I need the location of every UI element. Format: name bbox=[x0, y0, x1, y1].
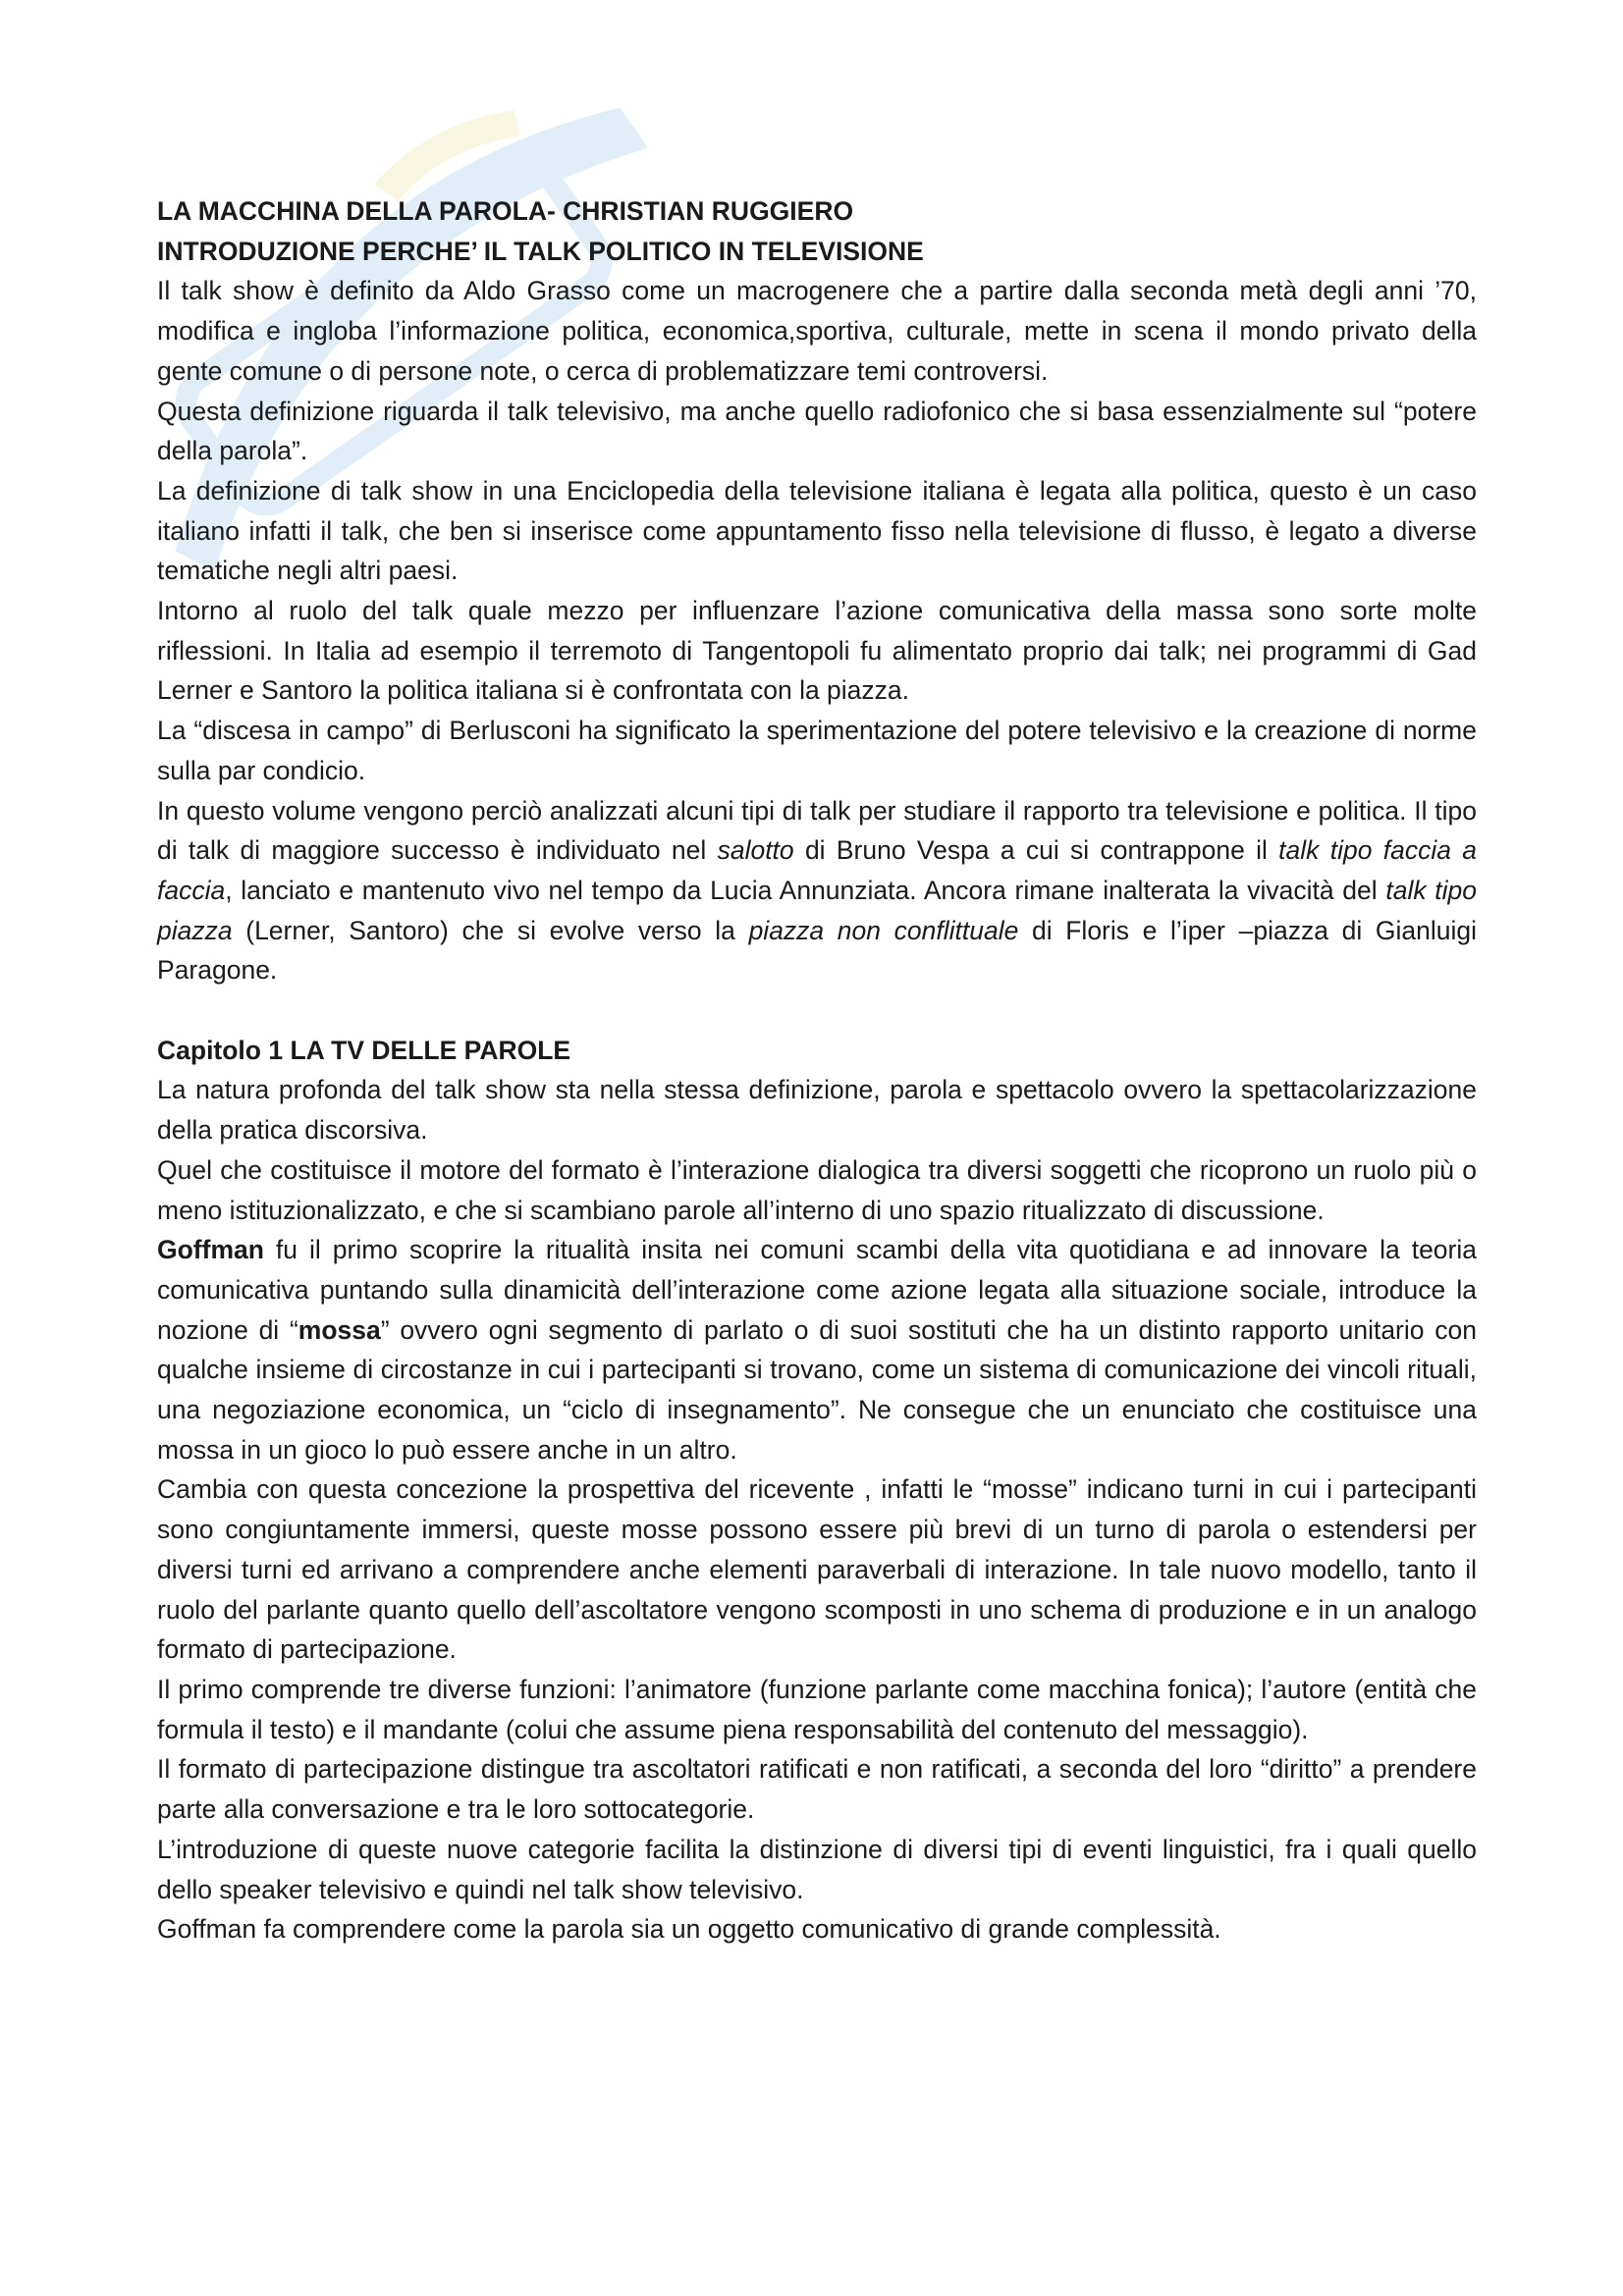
paragraph: Cambia con questa concezione la prospettiva del ricevente , infatti le “mosse” indicano turni in cui i partecipanti sono congiuntamente immersi, queste mosse possono essere più brevi di un turno di parola o estendersi per diversi turni ed arrivano a comprendere anche elementi paraverbali di interazione. In tale nuovo modello, tanto il ruolo del parlante quanto quello dell’ascoltatore vengono scomposti in uno schema di produzione e in un analogo formato di partecipazione. bbox=[157, 1474, 1477, 1665]
section-introduzione bbox=[157, 232, 1477, 990]
paragraph-goffman bbox=[157, 1230, 1477, 1469]
bold-term: mossa bbox=[298, 1314, 381, 1345]
section-spacer bbox=[157, 990, 1477, 1031]
text-run: fu il primo scoprire la ritualità insita nei comuni scambi della vita quotidiana e ad innovare la teoria comunicativa puntando sulla dinamicità dell’interazione come azione legata alla situazione sociale, introduce la nozione di “ bbox=[157, 1235, 1477, 1345]
paragraph: Goffman fa comprendere come la parola sia un oggetto comunicativo di grande complessità. bbox=[157, 1914, 1221, 1945]
text-run: , lanciato e mantenuto vivo nel tempo da Lucia Annunziata. Ancora rimane inalterata la vivacità del bbox=[225, 875, 1386, 905]
text-run: (Lerner, Santoro) che si evolve verso la bbox=[232, 915, 749, 945]
italic-term: talk tipo faccia a faccia bbox=[157, 835, 1477, 905]
paragraph: Il primo comprende tre diverse funzioni: l’animatore (funzione parlante come macchina fonica); l’autore (entità che formula il testo) e il mandante (colui che assume piena responsabilità del contenuto del messaggio). bbox=[157, 1675, 1477, 1744]
paragraph-volume bbox=[157, 791, 1477, 991]
paragraph: Il formato di partecipazione distingue tra ascoltatori ratificati e non ratificati, a seconda del loro “diritto” a prendere parte alla conversazione e tra le loro sottocategorie. bbox=[157, 1754, 1477, 1825]
document-body bbox=[157, 191, 1477, 1949]
text-run: di Bruno Vespa a cui si contrappone il bbox=[793, 835, 1279, 866]
paragraph: La natura profonda del talk show sta nella stessa definizione, parola e spettacolo ovvero la spettacolarizzazione della pratica discorsiva. bbox=[157, 1075, 1477, 1146]
section-capitolo-1 bbox=[157, 1031, 1477, 1949]
italic-term: talk tipo piazza bbox=[157, 875, 1478, 945]
paragraph: Quel che costituisce il motore del formato è l’interazione dialogica tra diversi soggetti che ricoprono un ruolo più o meno istituzionalizzato, e che si scambiano parole all’interno di uno spazio ritualizzato di discussione. bbox=[157, 1154, 1477, 1225]
text-run: ” ovvero ogni segmento di parlato o di suoi sostituti che ha un distinto rapporto unitario con qualche insieme di circostanze in cui i partecipanti si trovano, come un sistema di comunicazione dei vincoli rituali, una negoziazione economica, un “ciclo di insegnamento”. Ne consegue che un enunciato che costituisce una mossa in un gioco lo può essere anche in un altro. bbox=[157, 1314, 1477, 1465]
document-title: LA MACCHINA DELLA PAROLA- CHRISTIAN RUGGIERO bbox=[157, 196, 854, 226]
bold-term: Goffman bbox=[157, 1235, 264, 1265]
paragraph: La definizione di talk show in una Enciclopedia della televisione italiana è legata alla politica, questo è un caso italiano infatti il talk, che ben si inserisce come appuntamento fisso nella televisione di flusso, è legato a diverse tematiche negli altri paesi. bbox=[157, 475, 1477, 586]
paragraph: Questa definizione riguarda il talk televisivo, ma anche quello radiofonico che si basa essenzialmente sul “potere della parola”. bbox=[157, 396, 1477, 466]
italic-term: piazza non conflittuale bbox=[748, 915, 1019, 945]
section-heading: INTRODUZIONE PERCHE’ IL TALK POLITICO IN TELEVISIONE bbox=[157, 236, 924, 266]
paragraph: La “discesa in campo” di Berlusconi ha significato la sperimentazione del potere televisivo e la creazione di norme sulla par condicio. bbox=[157, 716, 1477, 785]
paragraph: Il talk show è definito da Aldo Grasso come un macrogenere che a partire dalla seconda metà degli anni ’70, modifica e ingloba l’informazione politica, economica,sportiva, culturale, mette in scena il mondo privato della gente comune o di persone note, o cerca di problematizzare temi controversi. bbox=[157, 276, 1477, 386]
italic-term: salotto bbox=[717, 835, 794, 866]
text-run: di Floris e l’iper –piazza di Gianluigi Paragone. bbox=[157, 915, 1477, 986]
paragraph: L’introduzione di queste nuove categorie facilita la distinzione di diversi tipi di eventi linguistici, fra i quali quello dello speaker televisivo e quindi nel talk show televisivo. bbox=[157, 1834, 1477, 1904]
section-heading: Capitolo 1 LA TV DELLE PAROLE bbox=[157, 1035, 571, 1065]
paragraph: Intorno al ruolo del talk quale mezzo per influenzare l’azione comunicativa della massa sono sorte molte riflessioni. In Italia ad esempio il terremoto di Tangentopoli fu alimentato proprio dai talk; nei programmi di Gad Lerner e Santoro la politica italiana si è confrontata con la piazza. bbox=[157, 596, 1477, 706]
text-run: In questo volume vengono perciò analizzati alcuni tipi di talk per studiare il rapporto tra televisione e politica. Il tipo di talk di maggiore successo è individuato nel bbox=[157, 795, 1477, 866]
